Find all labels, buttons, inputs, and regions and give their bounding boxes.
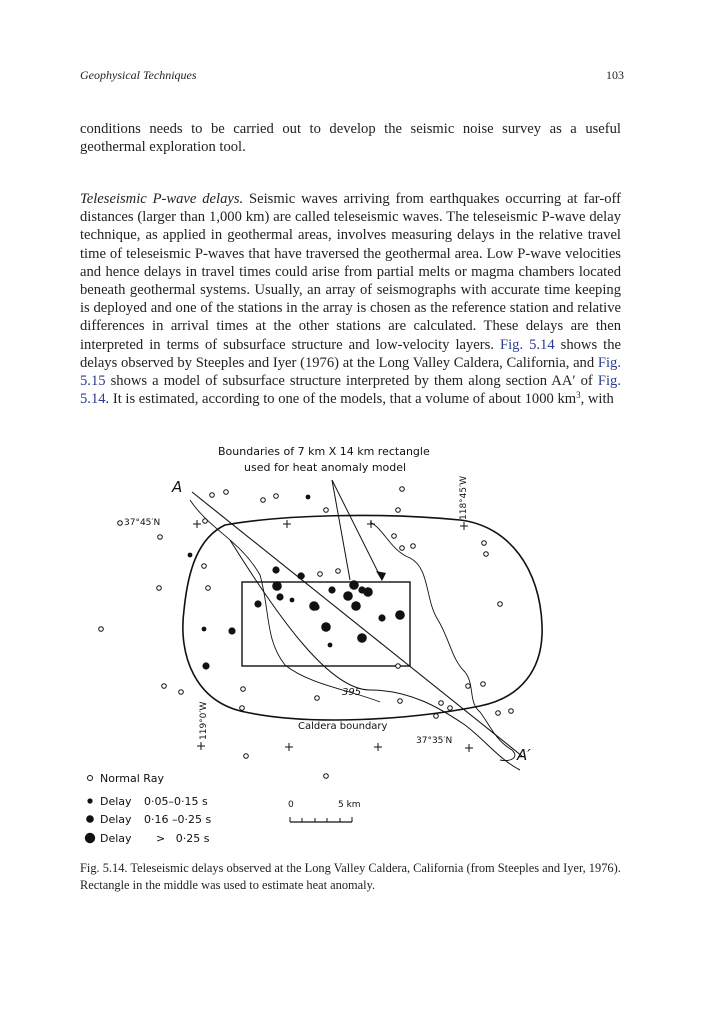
- normal-ray-stations: [99, 487, 514, 779]
- figure-caption: Fig. 5.14. Teleseismic delays observed at the Long Valley Caldera, California (from Steeples and Iyer, 1976). Rectangle in the middle was used to estimate heat anomaly.: [80, 861, 621, 892]
- latitude-north-label: 37°45′N: [124, 518, 161, 528]
- running-title: Geophysical Techniques: [80, 68, 197, 82]
- paragraph-text: . It is estimated, according to one of the models, that a volume of about 1000 km: [105, 391, 577, 408]
- rectangle-label-line2: used for heat anomaly model: [244, 461, 407, 474]
- paragraph-continuation: conditions needs to be carried out to develop the seismic noise survey as a useful geothermal exploration tool.: [80, 121, 621, 156]
- small-delay-stations: [188, 495, 333, 648]
- scale-zero: 0: [288, 800, 294, 810]
- paragraph-text: shows a model of subsurface structure interpreted by them along section AA′ of: [105, 373, 598, 390]
- legend-delay-value: 0·16 –0·25 s: [144, 813, 212, 826]
- longitude-east-label: 118°45′W: [459, 475, 469, 520]
- legend-normal-label: Normal Ray: [100, 772, 164, 785]
- leader-line: [332, 480, 350, 580]
- superscript: 3: [576, 390, 581, 401]
- paragraph-text: , with: [580, 391, 614, 408]
- page-number: 103: [606, 68, 624, 82]
- latitude-south-label: 37°35′N: [416, 736, 453, 746]
- caldera-map: [80, 440, 621, 855]
- grid-crosses: [193, 520, 473, 752]
- figure-link[interactable]: Fig. 5.14: [499, 336, 555, 353]
- legend-small-symbol: [87, 798, 92, 803]
- legend-medium-symbol: [86, 815, 94, 823]
- legend-large-symbol: [85, 833, 95, 843]
- figure-link[interactable]: Fig. 5.15: [80, 354, 621, 390]
- creek: [190, 500, 380, 702]
- paragraph-text: shows the delays observed by Steeples and Iyer (1976) at the Long Valley Caldera, California, and: [80, 336, 621, 371]
- scale-five: 5 km: [338, 800, 361, 810]
- river: [370, 522, 515, 761]
- arrow-head: [376, 571, 386, 581]
- label-A-prime: A′: [517, 746, 531, 764]
- longitude-west-label: 119°0′W: [199, 701, 209, 740]
- figure-5-14: [80, 440, 621, 855]
- legend-delay-label: Delay: [100, 813, 132, 826]
- legend-delay-value: > 0·25 s: [156, 832, 210, 845]
- leader-line: [332, 480, 382, 580]
- legend-delay-label: Delay: [100, 795, 132, 808]
- label-A: A: [172, 478, 183, 496]
- page-header: [80, 68, 624, 84]
- paragraph-text: Seismic waves arriving from earthquakes occurring at far-off distances (larger than 1,000 km) are called teleseismic waves. The teleseismic P-wave delay technique, as applied in geothermal areas, involves measuring delays in the relative travel time of teleseismic P-waves that have traversed the geothermal area. Low P-wave velocities and hence delays in travel times could arise from partial melts or magma chambers located beneath geothermal systems. Usually, an array of seismographs with accurate time keeping is deployed and one of the stations in the array is chosen as the reference station and relative differences in arrival times at the other stations are calculated. These delays are then interpreted in terms of subsurface structure and low-velocity layers.: [80, 191, 621, 353]
- large-delay-stations: [272, 580, 405, 643]
- figure-link[interactable]: Fig. 5.14: [80, 373, 621, 408]
- legend-delay-value: 0·05–0·15 s: [144, 795, 208, 808]
- legend-normal-symbol: [88, 776, 93, 781]
- legend: [85, 772, 212, 845]
- paragraph-teleseismic: [80, 190, 621, 408]
- legend-delay-label: Delay: [100, 832, 132, 845]
- road-label: 395: [342, 687, 362, 698]
- paragraph-heading: Teleseismic P-wave delays.: [80, 191, 244, 207]
- highway-395: [230, 540, 520, 770]
- caldera-boundary-label: Caldera boundary: [298, 721, 388, 732]
- scale-bar: [288, 800, 361, 822]
- rectangle-label-line1: Boundaries of 7 km X 14 km rectangle: [218, 445, 430, 458]
